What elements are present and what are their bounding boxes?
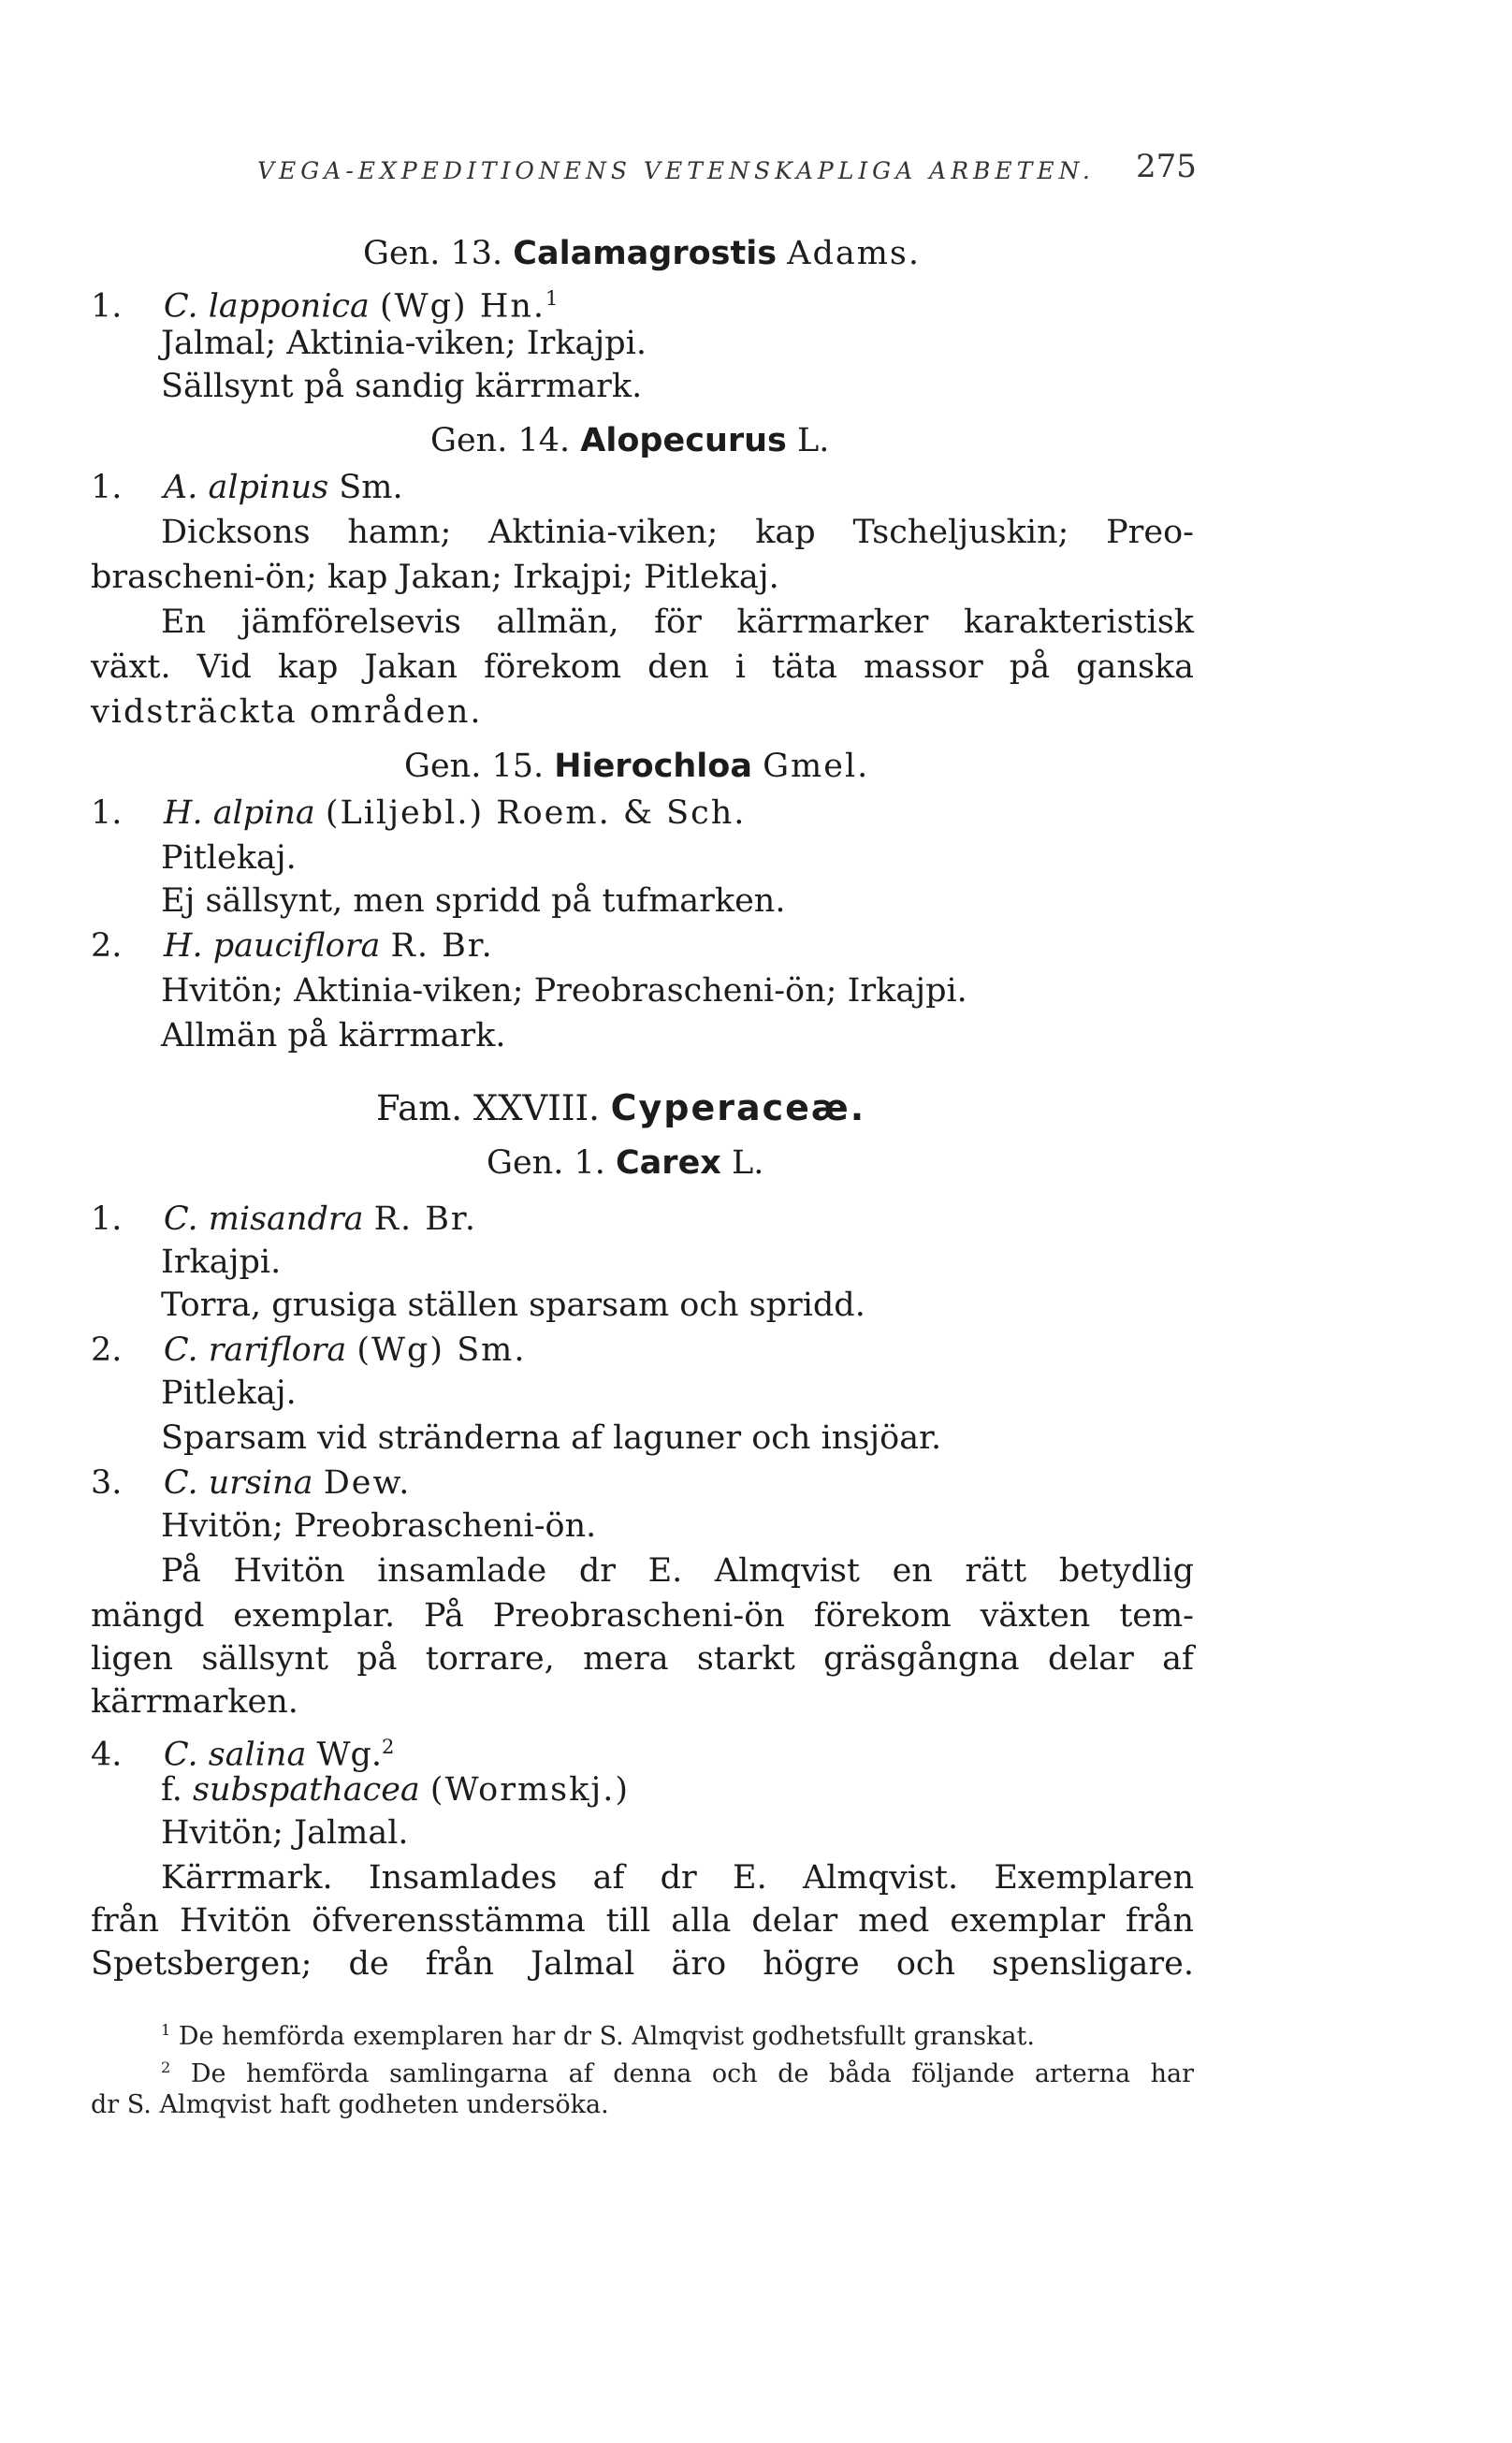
locality-line: Hvitön; Jalmal. [161,1814,409,1852]
species-entry: 1. C. misandra R. Br. [91,1200,477,1238]
habitat-line: Torra, grusiga ställen sparsam och spridd. [161,1287,865,1324]
species-name: H. pauciflora [163,927,381,965]
text-line: mängd exemplar. På Preobrascheni-ön förekom växten tem- [91,1597,1194,1635]
species-name: H. alpina [163,794,315,832]
habitat-line: Ej sällsynt, men spridd på tufmarken. [161,882,786,920]
species-name: C. lapponica [163,287,370,326]
page-number: 275 [1136,148,1197,185]
text-line: Spetsbergen; de från Jalmal äro högre och spensligare. [91,1945,1194,1983]
species-name: A. alpinus [163,469,329,506]
locality-line: Jalmal; Aktinia-viken; Irkajpi. [161,325,647,362]
species-entry: 1. H. alpina (Liljebl.) Roem. & Sch. [91,794,747,832]
text-line: Kärrmark. Insamlades af dr E. Almqvist. Exemplaren [161,1859,1194,1897]
locality-line: Pitlekaj. [161,1374,297,1412]
text-line: från Hvitön öfverensstämma till alla delar med exemplar från [91,1902,1194,1940]
locality-line: Hvitön; Preobrascheni-ön. [161,1507,597,1545]
species-entry: 2. C. rariflora (Wg) Sm. [91,1331,527,1369]
species-entry: 1. C. lapponica (Wg) Hn.$^1$ [91,287,559,326]
species-name: C. rariflora [163,1331,347,1369]
species-entry: 4. C. salina Wg.$^2$ [91,1736,395,1774]
book-page: VEGA-EXPEDITIONENS VETENSKAPLIGA ARBETEN. 275 Gen. 13. Calamagrostis Adams. 1. C. lapponica (Wg) Hn.$^1$ Jalmal; Aktinia-viken; Irkajpi. Sällsynt på sandig kärrmark. Gen. 14. Alopecurus L. 1. A. alpinus Sm. Dicksons hamn; Aktinia-viken; kap Tscheljuskin; Preo- brascheni-ön; kap Jakan; Irkajpi; Pitlekaj. En jämförelsevis allmän, för kärrmarker karakteristisk växt. Vid kap Jakan förekom den i täta massor på ganska vidsträckta områden. Gen. 15. Hierochloa Gmel. 1. H. alpina (Liljebl.) Roem. & Sch. Pitlekaj. Ej sällsynt, men spridd på tufmarken. 2. H. pauciflora R. Br. Hvitön; Aktinia-viken; Preobrascheni-ön; Irkajpi. Allmän på kärrmark. Fam. XXVIII. Cyperaceæ. Gen. 1. Carex L. 1. C. misandra R. Br. Irkajpi. Torra, grusiga ställen sparsam och spridd. 2. C. rariflora (Wg) Sm. Pitlekaj. Sparsam vid stränderna af laguner och insjöar. 3. C. ursina Dew. Hvitön; Preobrascheni-ön. På Hvitön insamlade dr E. Almqvist en rätt betydlig mängd exemplar. På Preobrascheni-ön förekom växten tem- ligen sällsynt på torrare, mera starkt gräsgångna delar af kärrmarken. 4. C. salina Wg.$^2$ f. subspathacea (Wormskj.) Hvitön; Jalmal. Kärrmark. Insamlades af dr E. Almqvist. Exemplaren från Hvitön öfverensstämma till alla delar med exemplar från Spetsbergen; de från Jalmal äro högre och spensligare. $^1$ De hemförda exemplaren har dr S. Almqvist godhetsfullt granskat. $^2$ De hemförda samlingarna af denna och de båda följande arterna har dr S. Almqvist haft godheten undersöka. [0,0,1512,2443]
footnote-2-continuation: dr S. Almqvist haft godheten undersöka. [91,2090,609,2119]
text-line: ligen sällsynt på torrare, mera starkt gräsgångna delar af [91,1640,1194,1678]
habitat-line: Allmän på kärrmark. [161,1017,506,1054]
footnote-ref: 2 [382,1736,395,1758]
locality-line: Irkajpi. [161,1243,282,1281]
species-name: C. ursina [163,1464,313,1502]
species-name: C. salina [163,1736,307,1774]
habitat-line: Sparsam vid stränderna af laguner och insjöar. [161,1419,942,1457]
genus-heading-15: Gen. 15. Hierochloa Gmel. [404,748,870,785]
species-entry: 2. H. pauciflora R. Br. [91,927,494,965]
species-name: C. misandra [163,1200,364,1238]
text-line: vidsträckta områden. [91,693,483,731]
footnote-ref: 1 [545,287,559,310]
form-name: subspathacea [192,1771,420,1809]
genus-heading-14: Gen. 14. Alopecurus L. [430,422,830,459]
form-entry: f. subspathacea (Wormskj.) [161,1771,630,1809]
text-line: På Hvitön insamlade dr E. Almqvist en rätt betydlig [161,1552,1194,1590]
text-line: En jämförelsevis allmän, för kärrmarker karakteristisk [161,603,1194,641]
locality-line: Pitlekaj. [161,839,297,877]
species-entry: 1. A. alpinus Sm. [91,469,403,506]
genus-heading-13: Gen. 13. Calamagrostis Adams. [363,235,922,272]
family-heading: Fam. XXVIII. Cyperaceæ. [376,1087,866,1128]
text-line: brascheni-ön; kap Jakan; Irkajpi; Pitlekaj. [91,559,779,596]
text-line: Dicksons hamn; Aktinia-viken; kap Tscheljuskin; Preo- [161,514,1194,551]
text-line: växt. Vid kap Jakan förekom den i täta massor på ganska [91,648,1194,686]
text-line: kärrmarken. [91,1683,298,1721]
genus-heading-1: Gen. 1. Carex L. [487,1144,764,1182]
habitat-line: Sällsynt på sandig kärrmark. [161,368,643,405]
running-title: VEGA-EXPEDITIONENS VETENSKAPLIGA ARBETEN. [257,157,1095,184]
locality-line: Hvitön; Aktinia-viken; Preobrascheni-ön; Irkajpi. [161,972,967,1010]
footnote-1: $^1$ De hemförda exemplaren har dr S. Almqvist godhetsfullt granskat. [161,2021,1035,2051]
species-entry: 3. C. ursina Dew. [91,1464,412,1502]
